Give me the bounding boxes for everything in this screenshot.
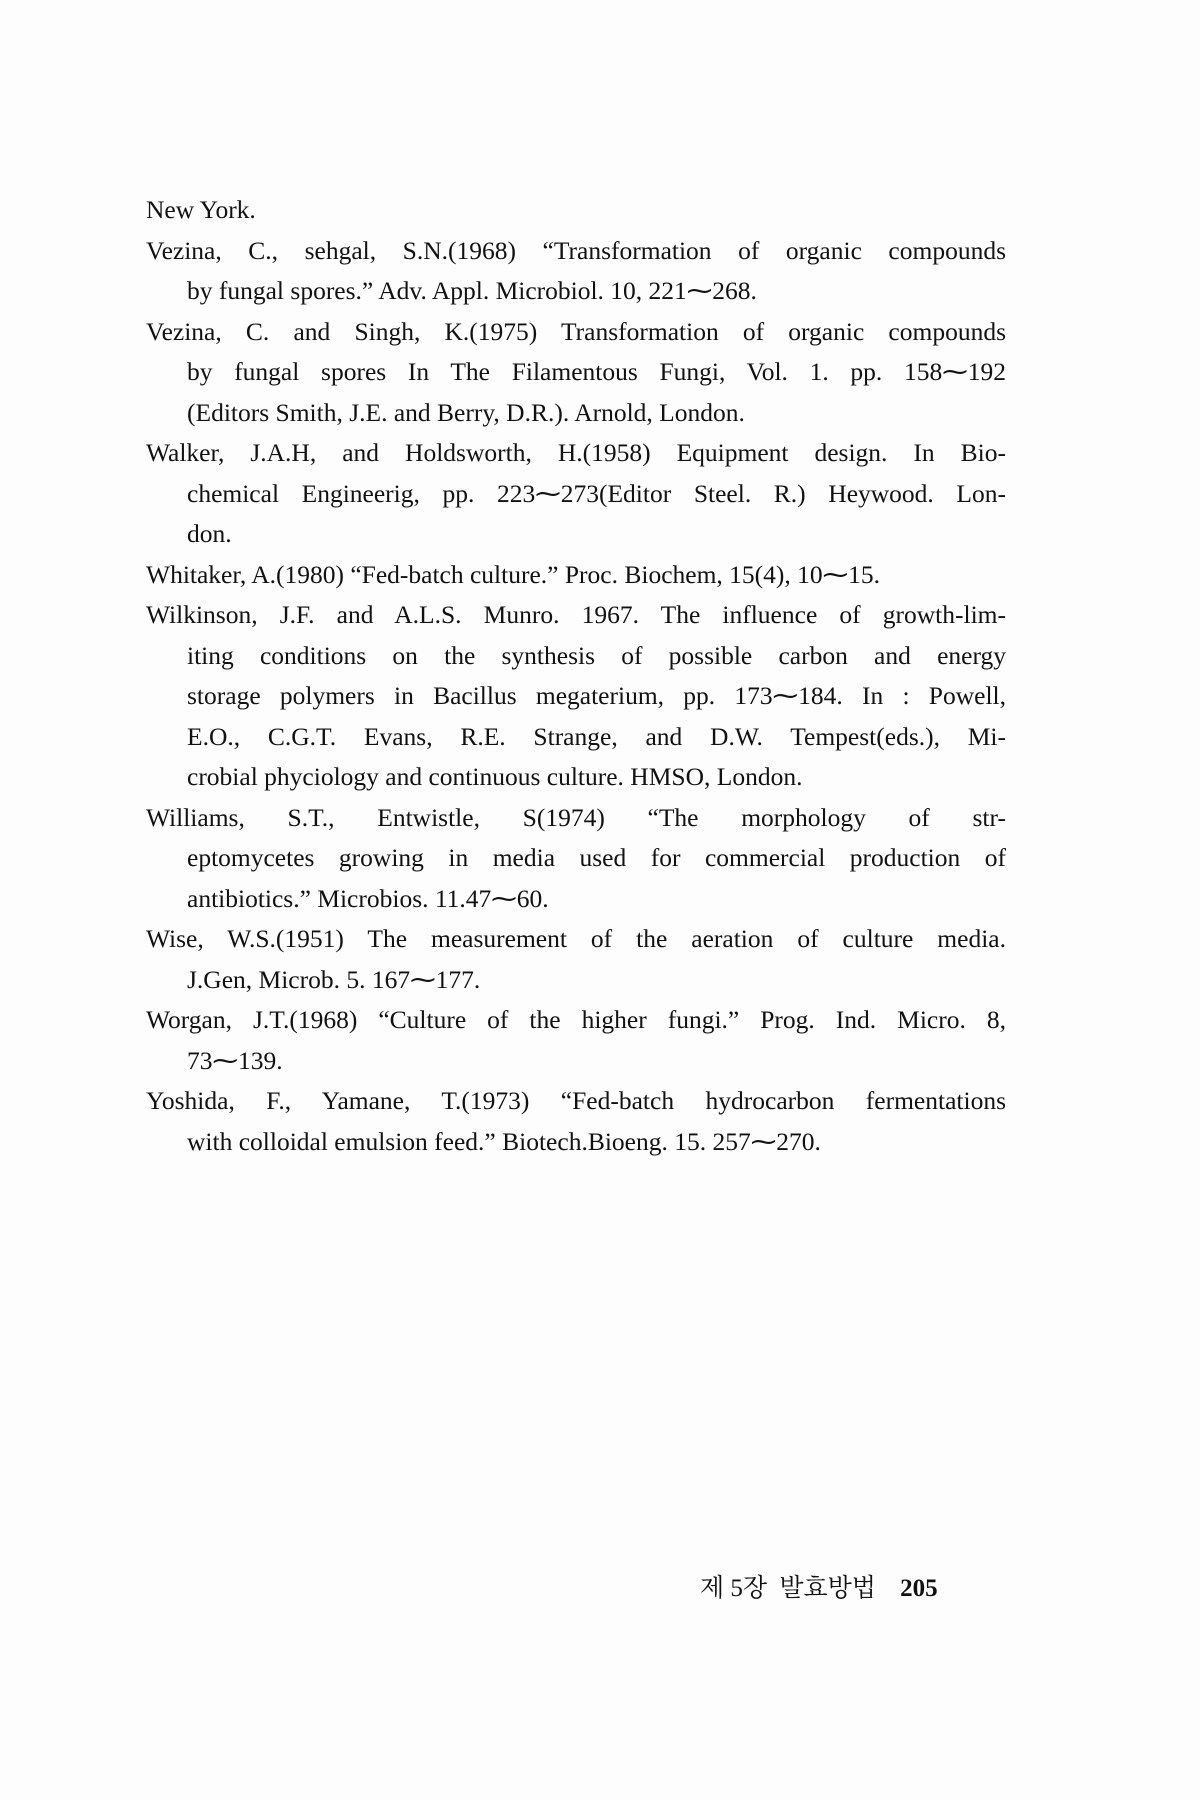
- reference-line: Whitaker, A.(1980) “Fed-batch culture.” Proc. Biochem, 15(4), 10⁓15.: [146, 559, 881, 589]
- reference-line: storage polymers in Bacillus megaterium, pp. 173⁓184. In : Powell,: [187, 681, 1006, 710]
- reference-line: crobial phyciology and continuous culture. HMSO, London.: [187, 762, 803, 791]
- reference-line: antibiotics.” Microbios. 11.47⁓60.: [187, 883, 549, 913]
- reference-line: Williams, S.T., Entwistle, S(1974) “The morphology of str-: [146, 802, 1006, 832]
- reference-line: by fungal spores In The Filamentous Fungi, Vol. 1. pp. 158⁓192: [187, 357, 1006, 386]
- reference-line: New York.: [146, 195, 256, 224]
- reference-line: Walker, J.A.H, and Holdsworth, H.(1958) Equipment design. In Bio-: [146, 438, 1006, 467]
- reference-line: Vezina, C. and Singh, K.(1975) Transformation of organic compounds: [146, 316, 1006, 346]
- reference-line: chemical Engineerig, pp. 223⁓273(Editor Steel. R.) Heywood. Lon-: [187, 478, 1006, 508]
- reference-line: J.Gen, Microb. 5. 167⁓177.: [187, 964, 481, 994]
- chapter-label: 제 5장: [700, 1575, 768, 1602]
- reference-line: with colloidal emulsion feed.” Biotech.Bioeng. 15. 257⁓270.: [187, 1126, 821, 1156]
- page-footer: [700, 1572, 1000, 1606]
- reference-line: Yoshida, F., Yamane, T.(1973) “Fed-batch hydrocarbon fermentations: [146, 1086, 1006, 1115]
- reference-line: eptomycetes growing in media used for commercial production of: [187, 843, 1006, 872]
- reference-line: by fungal spores.” Adv. Appl. Microbiol. 10, 221⁓268.: [187, 276, 757, 305]
- reference-line: don.: [187, 519, 232, 548]
- reference-line: iting conditions on the synthesis of possible carbon and energy: [187, 640, 1006, 670]
- reference-line: Wise, W.S.(1951) The measurement of the aeration of culture media.: [146, 924, 1006, 953]
- reference-line: Vezina, C., sehgal, S.N.(1968) “Transformation of organic compounds: [146, 235, 1006, 265]
- chapter-title: 발효방법: [779, 1575, 876, 1602]
- reference-line: Worgan, J.T.(1968) “Culture of the higher fungi.” Prog. Ind. Micro. 8,: [146, 1005, 1006, 1034]
- reference-line: E.O., C.G.T. Evans, R.E. Strange, and D.W. Tempest(eds.), Mi-: [187, 721, 1006, 751]
- reference-line: 73⁓139.: [187, 1045, 283, 1075]
- reference-line: Wilkinson, J.F. and A.L.S. Munro. 1967. The influence of growth-lim-: [146, 600, 1006, 629]
- reference-line: (Editors Smith, J.E. and Berry, D.R.). Arnold, London.: [187, 397, 745, 427]
- reference-list: [146, 190, 1006, 1162]
- page-number: 205: [900, 1575, 938, 1602]
